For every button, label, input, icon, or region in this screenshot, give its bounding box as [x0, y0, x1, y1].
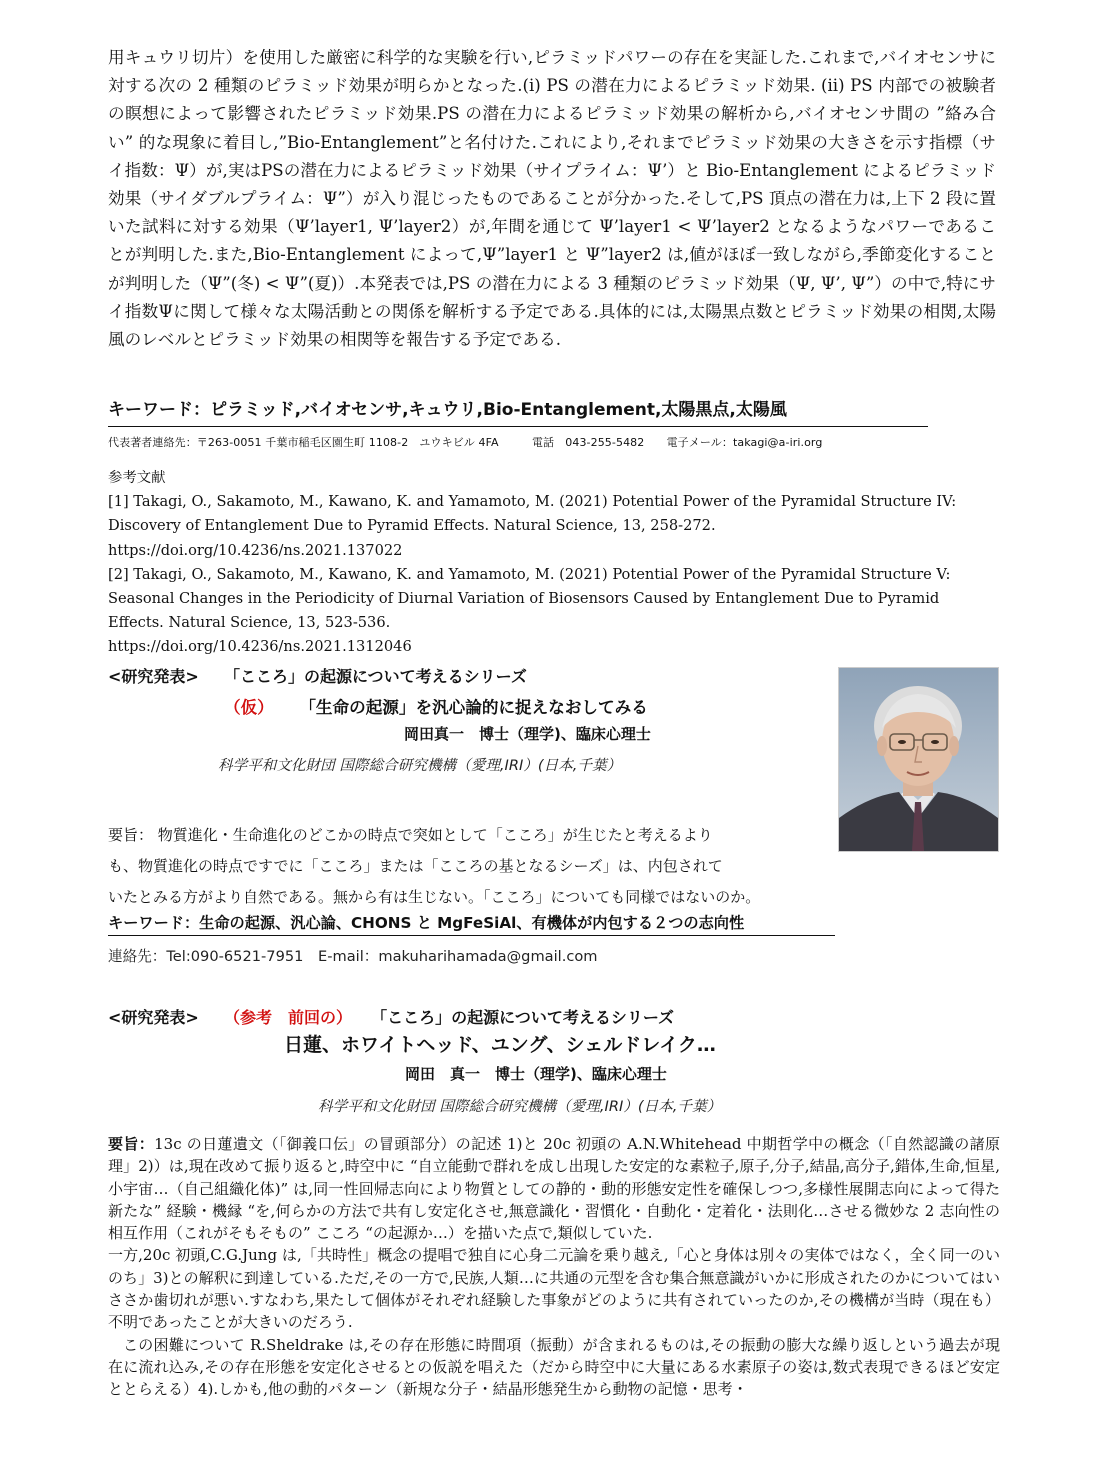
section2-series: 「こころ」の起源について考えるシリーズ [223, 667, 527, 686]
divider-rule [108, 426, 928, 427]
abstract-text: 13c の日蓮遺文（「御義口伝」の冒頭部分）の記述 1)と 20c 初頭の A.N.Whitehead 中期哲学中の概念（「自然認識の諸原理」2)）は,現在改めて振り返ると,時空中に “自立能動で群れを成し出現した安定的な素粒子,原子,分子,結晶,高分子,錯体,生命,恒星,小宇宙…（自己組織化体)” は,同一性回帰志向により物質としての静的・動的形態安定性を確保しつつ,多様性展開志向によって得た新たな” 経験・機縁 “を,何らかの方法で共有し安定化させ,無意識化・習慣化・自動化・定着化・法則化…させる微妙な 2 志向性の相互作用（これがそもそもの” こころ “の起源か…）を描いた点で,類似していた. [108, 1135, 1000, 1243]
section3-affiliation: 科学平和文化財団 国際総合研究機構（愛理,IRI）(日本,千葉） [318, 1098, 722, 1115]
section2-title-line [224, 694, 648, 718]
abstract-line: いたとみる方がより自然である。無から有は生じない。「こころ」についても同様ではないのか。 [108, 888, 761, 906]
section2-tentative: （仮） [224, 698, 274, 717]
section3-series: 「こころ」の起源について考えるシリーズ [371, 1008, 675, 1027]
section2-abstract [108, 820, 838, 913]
section3-author: 岡田 真一 博士（理学)、臨床心理士 [405, 1065, 667, 1083]
section3-ref: （参考 前回の） [223, 1008, 352, 1027]
section2-keywords: キーワード：生命の起源、汎心論、CHONS と MgFeSiAl、有機体が内包する２つの志向性 [108, 914, 745, 932]
section2-affiliation: 科学平和文化財団 国際総合研究機構（愛理,IRI）(日本,千葉） [218, 757, 622, 774]
references [108, 466, 1008, 660]
references-heading: 参考文献 [108, 470, 166, 486]
intro-text: 用キュウリ切片）を使用した厳密に科学的な実験を行い,ピラミッドパワーの存在を実証した.これまで,バイオセンサに対する次の 2 種類のピラミッド効果が明らかとなった.(i) PS の潜在力によるピラミッド効果. (ii) PS 内部での被験者の瞑想によって影響されたピラミッド効果.PS の潜在力によるピラミッド効果の解析から,バイオセンサ間の ”絡み合い” 的な現象に着目し,”Bio-Entanglement”と名付けた.これにより,それまでピラミッド効果の大きさを示す指標（サイ指数：Ψ）が,実はPSの潜在力によるピラミッド効果（サイプライム：Ψ’）と Bio-Entanglement によるピラミッド効果（サイダブルプライム：Ψ”）が入り混じったものであることが分かった.そして,PS 頂点の潜在力は,上下 2 段に置いた試料に対する効果（Ψ’layer1, Ψ’layer2）が,年間を通じて Ψ’layer1 < Ψ’layer2 となるようなパワーであることが判明した.また,Bio-Entanglement によって,Ψ”layer1 と Ψ”layer2 は,値がほぼ一致しながら,季節変化することが判明した（Ψ”(冬) < Ψ”(夏)）.本発表では,PS の潜在力による 3 種類のピラミッド効果（Ψ, Ψ’, Ψ”）の中で,特にサイ指数Ψに関して様々な太陽活動との関係を解析する予定である.具体的には,太陽黒点数とピラミッド効果の相関,太陽風のレベルとピラミッド効果の相関等を報告する予定である. [108, 48, 996, 350]
section3-title: 日蓮、ホワイトヘッド、ユング、シェルドレイク… [284, 1034, 716, 1056]
section2-contact: 連絡先：Tel:090-6521-7951 E-mail：makuharihamada@gmail.com [108, 948, 598, 965]
author-photo-image [839, 668, 998, 851]
section2-title: 「生命の起源」を汎心論的に捉えなおしてみる [299, 698, 648, 717]
section3-header-line1 [108, 1005, 674, 1028]
abstract-paragraph [108, 1133, 1000, 1244]
section2-header-line1 [108, 664, 527, 687]
abstract-line: も、物質進化の時点ですでに「こころ」または「こころの基となるシーズ」は、内包されて [108, 857, 723, 875]
intro-keywords: キーワード：ピラミッド,バイオセンサ,キュウリ,Bio-Entanglement,太陽黒点,太陽風 [108, 400, 787, 420]
reference-line: Discovery of Entanglement Due to Pyramid Effects. Natural Science, 13, 258-272. [108, 517, 716, 535]
reference-line: https://doi.org/10.4236/ns.2021.1312046 [108, 638, 412, 656]
reference-line: [2] Takagi, O., Sakamoto, M., Kawano, K. and Yamamoto, M. (2021) Potential Power of the Pyramidal Structure V: [108, 565, 951, 583]
reference-line: [1] Takagi, O., Sakamoto, M., Kawano, K. and Yamamoto, M. (2021) Potential Power of the Pyramidal Structure IV: [108, 493, 957, 511]
abstract-label: 要旨： [108, 1135, 155, 1153]
section2-author: 岡田真一 博士（理学)、臨床心理士 [404, 725, 651, 743]
intro-contact: 代表著者連絡先：〒263-0051 千葉市稲毛区園生町 1108-2 ユウキビル 4FA 電話 043-255-5482 電子メール：takagi@a-iri.org [108, 436, 823, 449]
reference-line: Seasonal Changes in the Periodicity of Diurnal Variation of Biosensors Caused by Entanglement Due to Pyramid [108, 590, 940, 608]
abstract-paragraph: 一方,20c 初頭,C.G.Jung は,「共時性」概念の提唱で独自に心身二元論を乗り越え,「心と身体は別々の実体ではなく，全く同一のいのち」3)との解釈に到達している.ただ,その一方で,民族,人類…に共通の元型を含む集合無意識がいかに形成されたのかについてはいささか歯切れが悪い.すなわち,果たして個体がそれぞれ経験した事象がどのように共有されていったのか,その機構が当時（現在も）不明であったことが大きいのだろう. [108, 1246, 1000, 1332]
keywords-underline [108, 935, 835, 936]
intro-paragraph [108, 44, 996, 354]
section3-tag: <研究発表> [108, 1008, 199, 1027]
reference-line: https://doi.org/10.4236/ns.2021.137022 [108, 541, 403, 559]
abstract-paragraph: この困難について R.Sheldrake は,その存在形態に時間項（振動）が含まれるものは,その振動の膨大な繰り返しという過去が現在に流れ込み,その存在形態を安定化させるとの仮説を唱えた（だから時空中に大量にある水素原子の姿は,数式表現できるほど安定ととらえる）4).しかも,他の動的パターン（新規な分子・結晶形態発生から動物の記憶・思考・ [108, 1335, 1000, 1399]
abstract-line: 要旨： 物質進化・生命進化のどこかの時点で突如として「こころ」が生じたと考えるより [108, 826, 713, 844]
reference-line: Effects. Natural Science, 13, 523-536. [108, 614, 391, 632]
section3-abstract [108, 1133, 1000, 1401]
author-photo [838, 667, 999, 852]
section2-tag: <研究発表> [108, 667, 199, 686]
